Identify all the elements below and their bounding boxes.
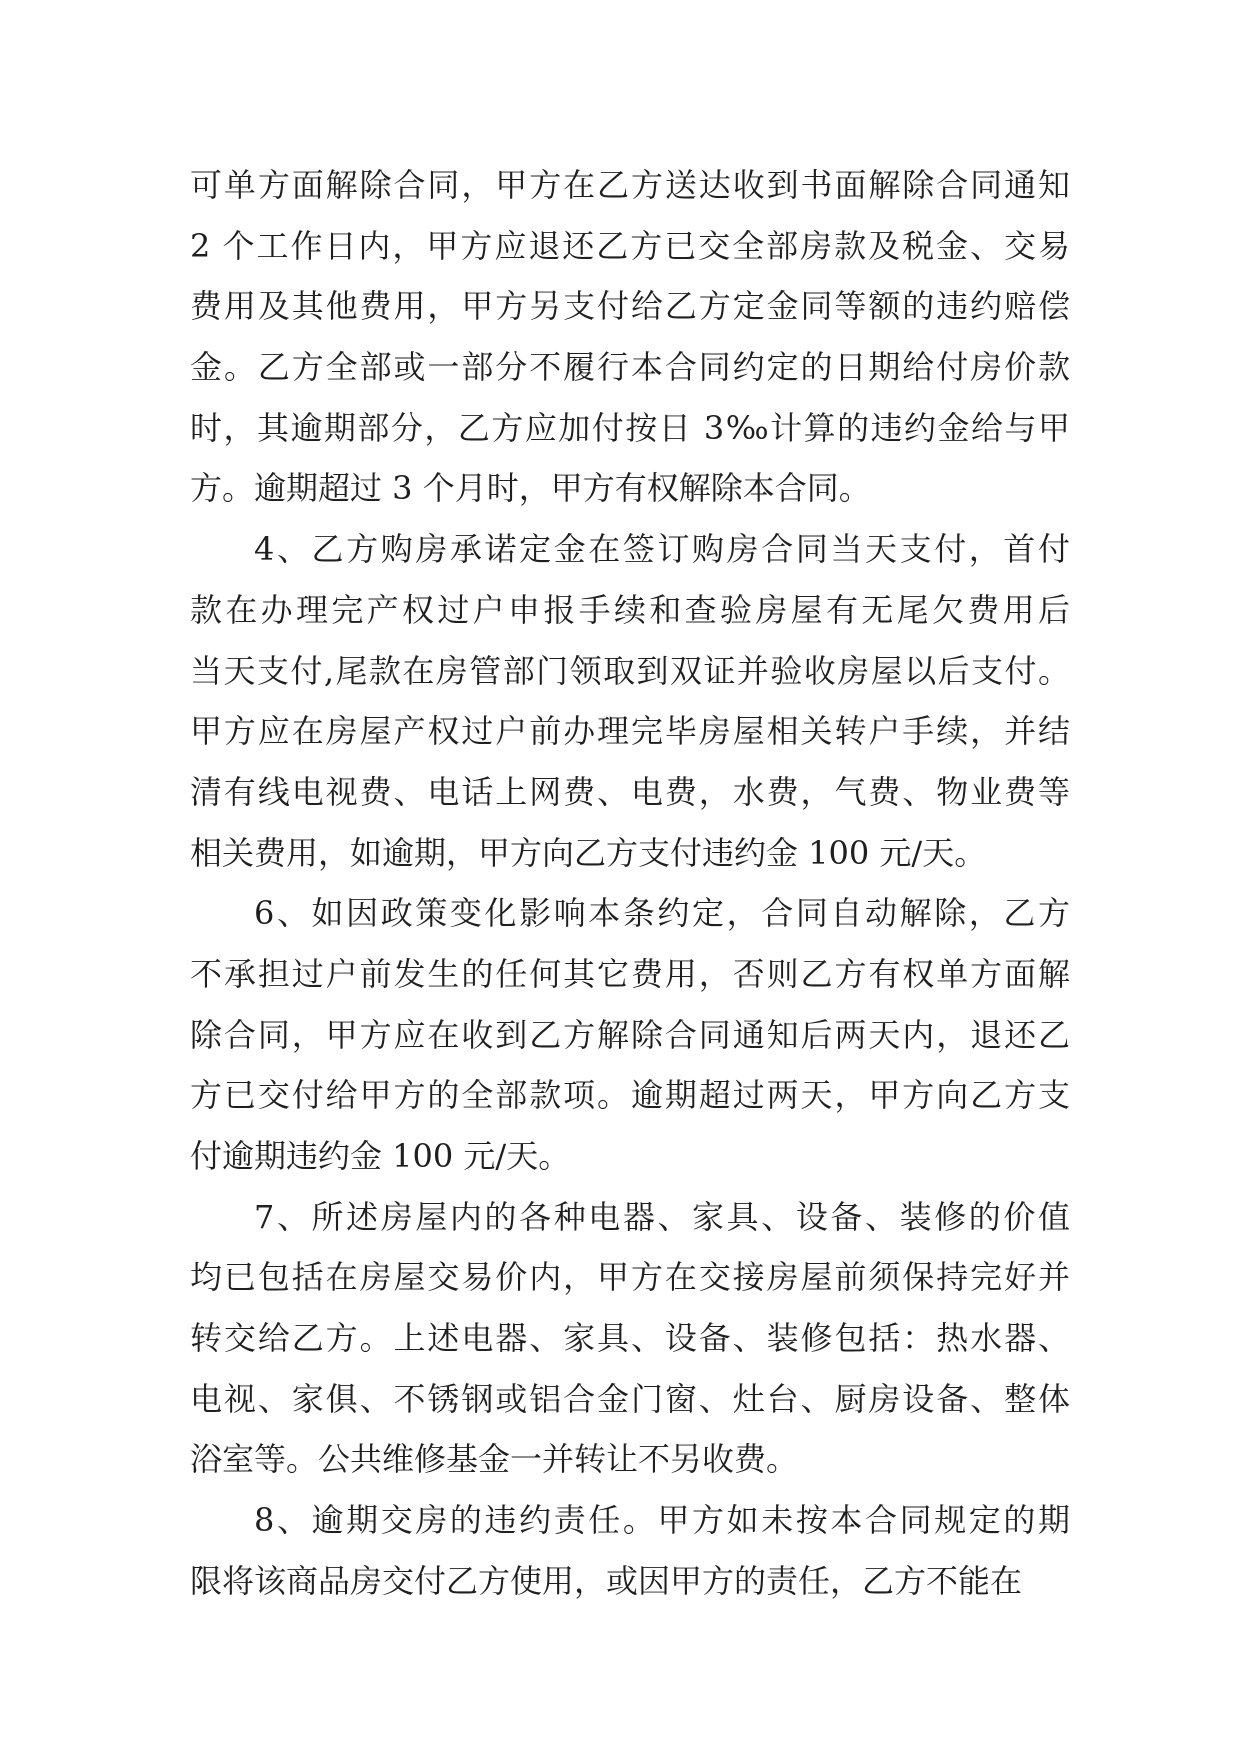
text-line: 不承担过户前发生的任何其它费用，否则乙方有权单方面解 (190, 954, 1070, 993)
text-line: 7、所述房屋内的各种电器、家具、设备、装修的价值 (254, 1197, 1070, 1236)
text-line: 方。逾期超过 3 个月时，甲方有权解除本合同。 (190, 469, 871, 508)
text-line: 浴室等。公共维修基金一并转让不另收费。 (190, 1440, 799, 1479)
text-line: 限将该商品房交付乙方使用，或因甲方的责任，乙方不能在 (190, 1561, 1023, 1600)
text-line: 付逾期违约金 100 元/天。 (190, 1137, 571, 1175)
text-line: 除合同，甲方应在收到乙方解除合同通知后两天内，退还乙 (190, 1015, 1070, 1054)
text-line: 金。乙方全部或一部分不履行本合同约定的日期给付房价款 (190, 348, 1070, 387)
text-line: 4、乙方购房承诺定金在签订购房合同当天支付，首付 (254, 530, 1070, 569)
text-line: 相关费用，如逾期，甲方向乙方支付违约金 100 元/天。 (190, 833, 987, 872)
contract-paragraph (190, 883, 1070, 1186)
text-line: 款在办理完产权过户申报手续和查验房屋有无尾欠费用后 (190, 590, 1070, 629)
text-line: 费用及其他费用，甲方另支付给乙方定金同等额的违约赔偿 (190, 287, 1070, 326)
contract-paragraph (190, 1490, 1070, 1611)
text-line: 6、如因政策变化影响本条约定，合同自动解除，乙方 (254, 894, 1070, 933)
text-line: 当天支付,尾款在房管部门领取到双证并验收房屋以后支付。 (190, 651, 1070, 690)
text-line: 转交给乙方。上述电器、家具、设备、装修包括：热水器、 (190, 1319, 1070, 1358)
contract-paragraph (190, 519, 1070, 883)
text-line: 甲方应在房屋产权过户前办理完毕房屋相关转户手续，并结 (190, 712, 1070, 751)
text-line: 清有线电视费、电话上网费、电费，水费，气费、物业费等 (190, 772, 1070, 811)
text-line: 8、逾期交房的违约责任。甲方如未按本合同规定的期 (254, 1501, 1070, 1540)
text-line: 均已包括在房屋交易价内，甲方在交接房屋前须保持完好并 (190, 1258, 1070, 1297)
text-line: 时，其逾期部分，乙方应加付按日 3‰计算的违约金给与甲 (190, 408, 1070, 447)
text-line: 2 个工作日内，甲方应退还乙方已交全部房款及税金、交易 (190, 226, 1070, 265)
contract-paragraph (190, 1187, 1070, 1490)
text-line: 可单方面解除合同，甲方在乙方送达收到书面解除合同通知 (190, 166, 1070, 204)
text-line: 电视、家俱、不锈钢或铝合金门窗、灶台、厨房设备、整体 (190, 1379, 1070, 1418)
contract-body (190, 155, 1070, 1612)
contract-paragraph (190, 155, 1070, 519)
text-line: 方已交付给甲方的全部款项。逾期超过两天，甲方向乙方支 (190, 1076, 1070, 1115)
